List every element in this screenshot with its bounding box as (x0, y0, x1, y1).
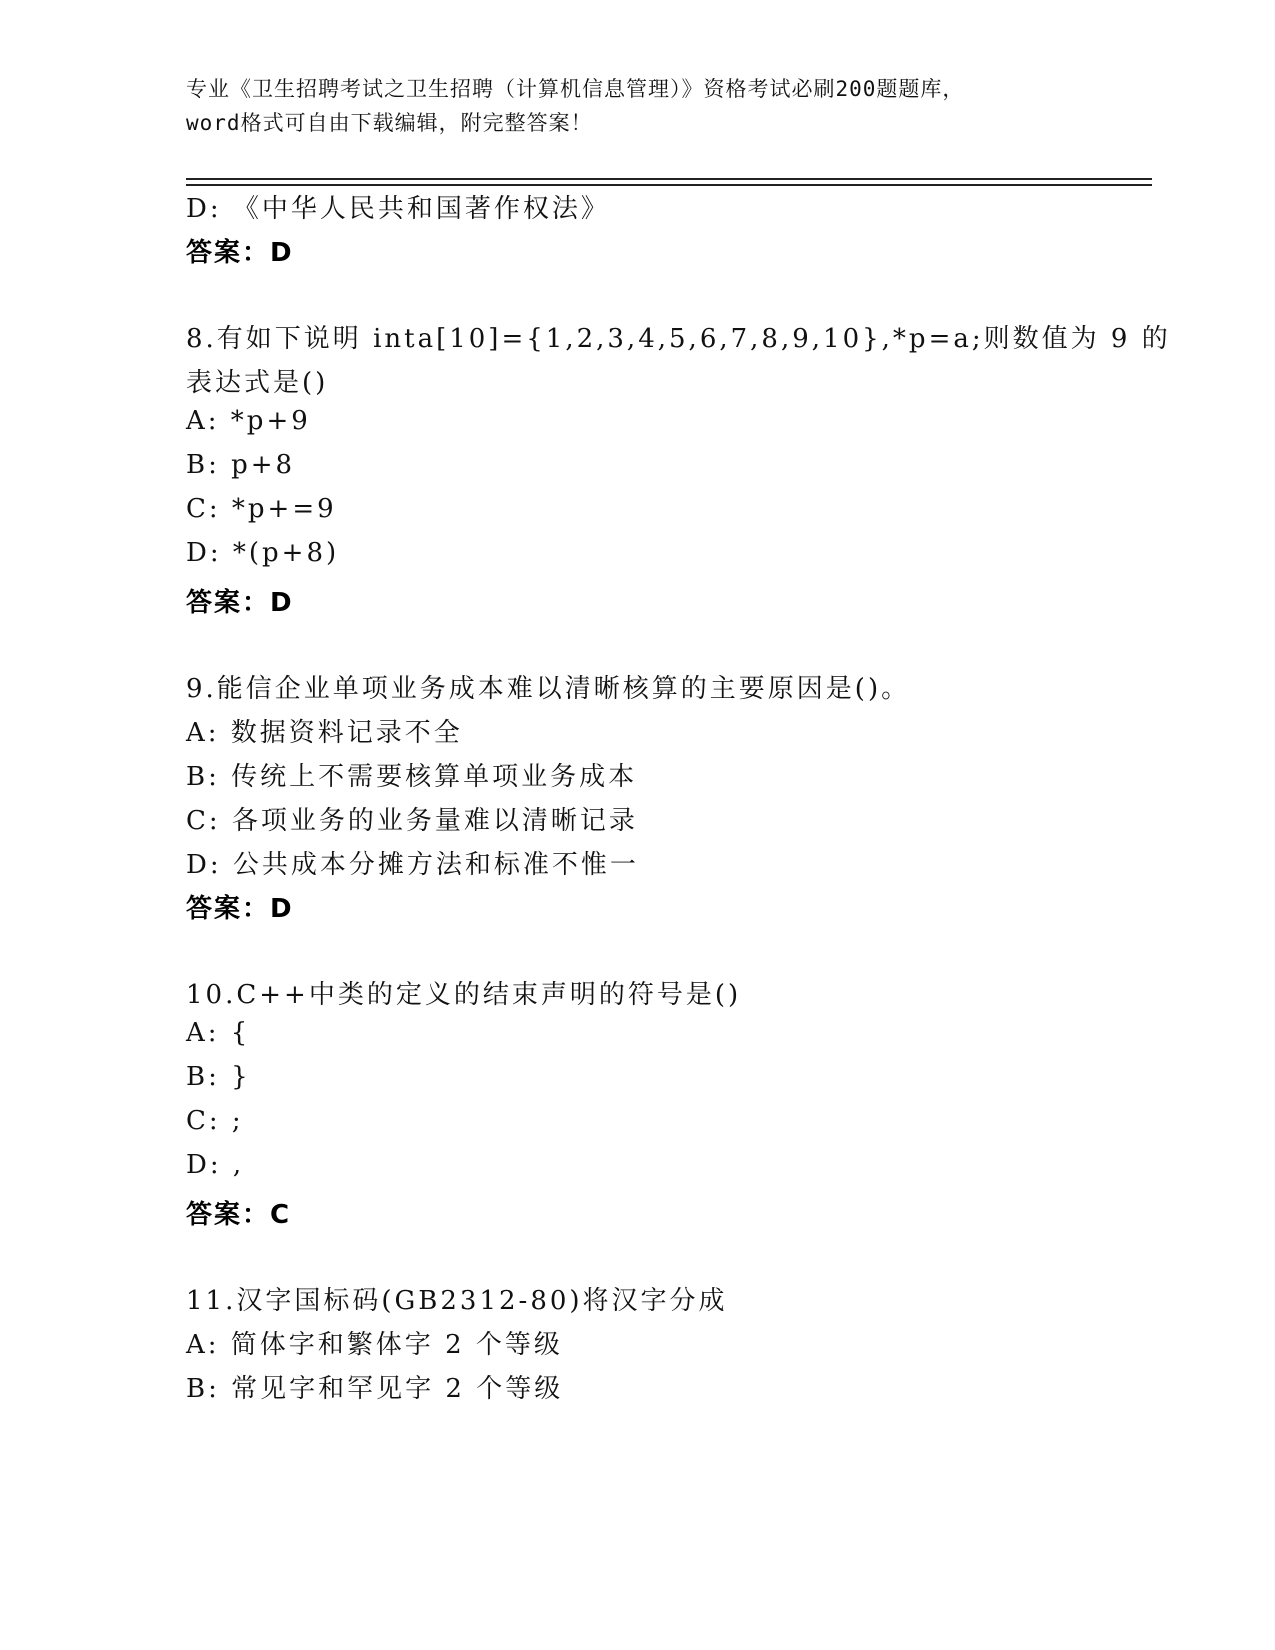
q10-stem: 10.C++中类的定义的结束声明的符号是() (186, 980, 742, 1010)
q8-stem-line-2: 表达式是() (186, 368, 329, 398)
q10-option-d: D: , (186, 1150, 245, 1180)
q9-option-c: C: 各项业务的业务量难以清晰记录 (186, 806, 638, 836)
q8-option-a: A: *p+9 (186, 406, 311, 436)
header-line-1: 专业《卫生招聘考试之卫生招聘（计算机信息管理）》资格考试必刷200题题库， (186, 77, 965, 101)
q11-option-a: A: 简体字和繁体字 2 个等级 (186, 1330, 563, 1360)
header-divider-bottom (186, 184, 1152, 186)
q7-option-d: D: 《中华人民共和国著作权法》 (186, 194, 610, 224)
q9-stem: 9.能信企业单项业务成本难以清晰核算的主要原因是()。 (186, 674, 911, 704)
q7-answer: 答案：D (186, 238, 294, 268)
header-line-2: word格式可自由下载编辑，附完整答案！ (186, 111, 593, 135)
q9-answer: 答案：D (186, 894, 294, 924)
q9-option-b: B: 传统上不需要核算单项业务成本 (186, 762, 638, 792)
q11-option-b: B: 常见字和罕见字 2 个等级 (186, 1374, 564, 1404)
header-divider-top (186, 178, 1152, 180)
q8-option-b: B: p+8 (186, 450, 296, 480)
q8-answer: 答案：D (186, 588, 294, 618)
q10-option-b: B: } (186, 1062, 251, 1092)
q9-option-d: D: 公共成本分摊方法和标准不惟一 (186, 850, 639, 880)
document-header (186, 72, 1116, 140)
q10-option-c: C: ; (186, 1106, 244, 1136)
q11-stem: 11.汉字国标码(GB2312-80)将汉字分成 (186, 1286, 728, 1316)
q8-stem-line-1: 8.有如下说明 inta[10]={1,2,3,4,5,6,7,8,9,10},*p=a;则数值为 9 的 (186, 324, 1171, 354)
q10-answer: 答案：C (186, 1200, 292, 1230)
q8-option-d: D: *(p+8) (186, 538, 340, 568)
q8-option-c: C: *p+=9 (186, 494, 337, 524)
q9-option-a: A: 数据资料记录不全 (186, 718, 463, 748)
q10-option-a: A: { (186, 1018, 251, 1048)
